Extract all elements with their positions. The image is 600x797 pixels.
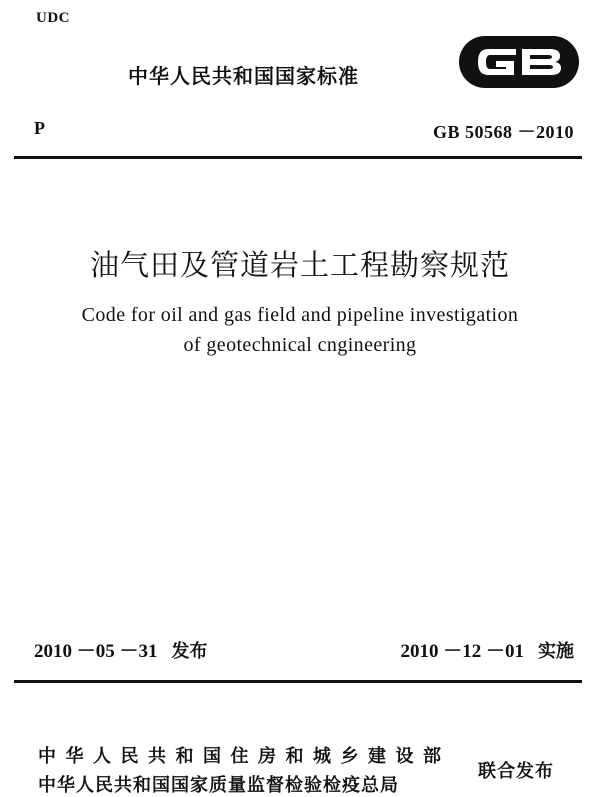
title-english-line2: of geotechnical cngineering: [183, 334, 417, 356]
joint-issue-label: 联合发布: [478, 761, 554, 782]
issue-date-row: [34, 636, 208, 663]
issue-date: 2010 －05 －31: [34, 641, 158, 662]
issue-label: 发布: [171, 641, 208, 662]
classification-code: P: [34, 118, 45, 138]
effective-date-row: [400, 636, 574, 663]
udc-label: UDC: [36, 10, 70, 26]
standard-body-title: 中华人民共和国国家标准: [128, 64, 359, 88]
title-english-line1: Code for oil and gas field and pipeline investigation: [81, 304, 519, 326]
effective-label: 实施: [538, 641, 574, 662]
title-chinese: 油气田及管道岩土工程勘察规范: [89, 248, 510, 282]
bottom-divider: [14, 680, 582, 683]
effective-date: 2010 －12 －01: [400, 641, 524, 662]
standard-number: GB 50568 －2010: [432, 122, 574, 142]
gb-logo: [458, 35, 580, 89]
issuer-aqsiq: 中华人民共和国国家质量监督检验检疫总局: [38, 775, 399, 796]
top-divider: [14, 156, 582, 159]
issuer-ministry: 中华人民共和国住房和城乡建设部: [38, 746, 451, 767]
